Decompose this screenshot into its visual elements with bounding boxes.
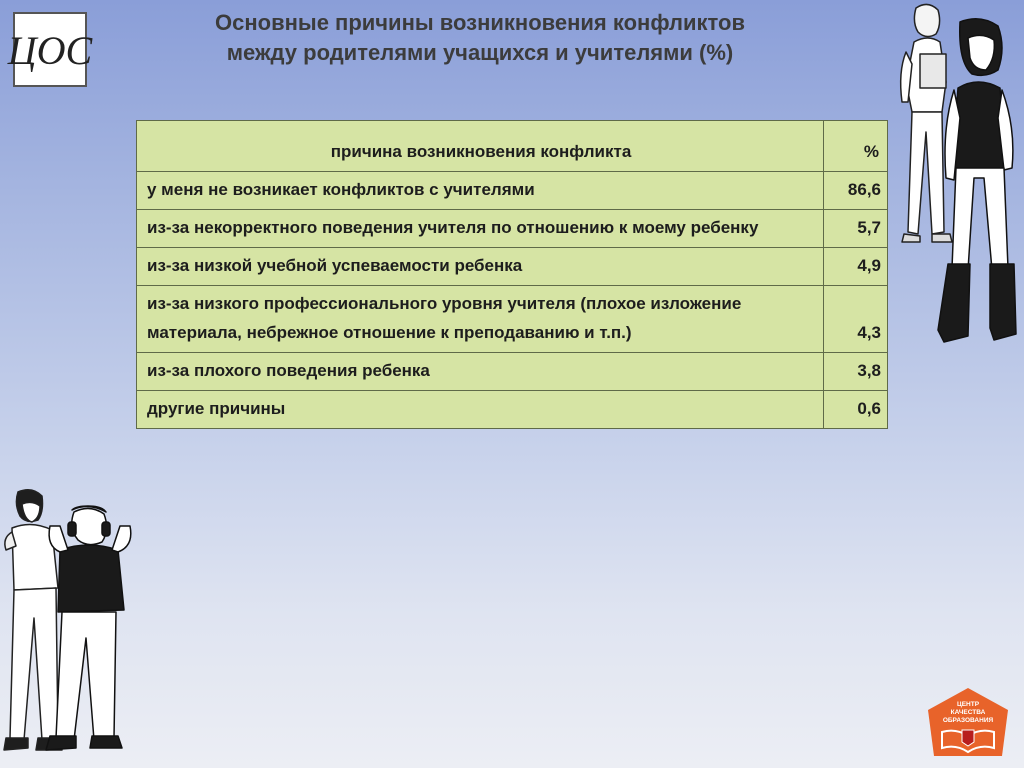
svg-text:ОБРАЗОВАНИЯ: ОБРАЗОВАНИЯ <box>942 717 994 724</box>
title-line-1: Основные причины возникновения конфликтов <box>215 10 745 35</box>
girl-in-dark-dress-illustration <box>934 18 1022 348</box>
row-cause: другие причины <box>137 391 824 429</box>
table-row <box>137 353 888 391</box>
row-cause: из-за низкого профессионального уровня учителя (плохое изложение материала, небрежное отношение к преподаванию и т.п.) <box>137 286 824 353</box>
causes-table <box>136 120 888 429</box>
svg-text:ЦЕНТР: ЦЕНТР <box>956 701 980 708</box>
title-line-2: между родителями учащихся и учителями (%) <box>226 40 734 65</box>
header-percent: % <box>824 121 888 172</box>
row-cause: у меня не возникает конфликтов с учителями <box>137 172 824 210</box>
row-value: 5,7 <box>824 210 888 248</box>
row-cause: из-за плохого поведения ребенка <box>137 353 824 391</box>
table-row <box>137 172 888 210</box>
row-cause: из-за некорректного поведения учителя по отношению к моему ребенку <box>137 210 824 248</box>
table-row <box>137 248 888 286</box>
table-row <box>137 286 888 353</box>
svg-text:КАЧЕСТВА: КАЧЕСТВА <box>950 709 986 716</box>
boy-with-headphones-illustration <box>38 506 138 754</box>
row-value: 86,6 <box>824 172 888 210</box>
row-value: 4,3 <box>824 286 888 353</box>
row-value: 4,9 <box>824 248 888 286</box>
row-value: 0,6 <box>824 391 888 429</box>
row-value: 3,8 <box>824 353 888 391</box>
table-row <box>137 210 888 248</box>
header-cause: причина возникновения конфликта <box>137 121 824 172</box>
row-cause: из-за низкой учебной успеваемости ребенка <box>137 248 824 286</box>
logo-monogram <box>7 14 93 85</box>
table-row <box>137 391 888 429</box>
table-header-row <box>137 121 888 172</box>
logo <box>7 12 93 87</box>
svg-text:ЦОС: ЦОС <box>7 28 93 73</box>
quality-center-logo <box>926 686 1010 762</box>
page-title <box>110 8 850 68</box>
